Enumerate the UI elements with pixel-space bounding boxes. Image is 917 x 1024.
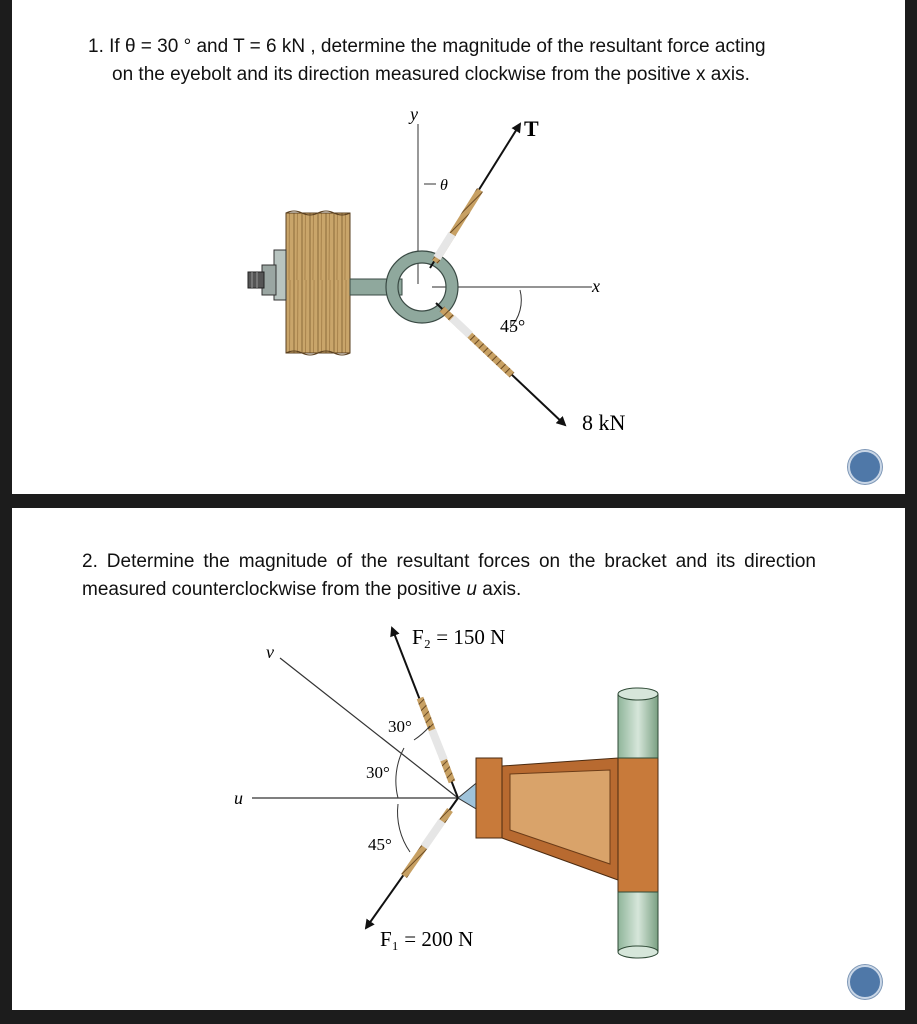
F1-label: F₁ = 200 N xyxy=(380,927,474,951)
force-8kN-label: 8 kN xyxy=(582,410,626,435)
problem-1-line-1: 1. If θ = 30 ° and T = 6 kN , determine the magnitude of the resultant force acting xyxy=(88,36,766,57)
angle-top-label: 30° xyxy=(388,717,412,736)
x-axis-label: x xyxy=(592,276,600,296)
round-badge-icon[interactable] xyxy=(848,450,882,484)
angle-45-label: 45° xyxy=(500,316,526,336)
v-axis-label: v xyxy=(266,642,274,662)
problem-1-panel xyxy=(12,0,905,494)
problem-1-line-2: on the eyebolt and its direction measured clockwise from the positive x axis. xyxy=(112,64,750,85)
T-label: T xyxy=(524,116,539,141)
problem-2-axis-letter: u xyxy=(466,579,477,600)
y-axis-label: y xyxy=(410,104,418,124)
u-axis-label: u xyxy=(234,788,243,808)
F2-label: F₂ = 150 N xyxy=(412,625,506,649)
angle-bottom-label: 45° xyxy=(368,835,392,854)
problem-2-panel xyxy=(12,508,905,1010)
nut xyxy=(248,250,286,300)
wood-block xyxy=(286,211,350,355)
angle-mid-label: 30° xyxy=(366,763,390,782)
theta-label: θ xyxy=(440,177,448,194)
eyebolt-figure xyxy=(12,0,905,494)
problem-2-text-part-1: 2. Determine the magnitude of the resultant forces on the bracket and its direction measured counterclockwise from the positive xyxy=(82,551,816,600)
round-badge-icon[interactable] xyxy=(848,965,882,999)
problem-2-text-part-2: axis. xyxy=(476,579,522,600)
angle-top-arc xyxy=(414,726,430,740)
bracket-figure xyxy=(12,508,905,1010)
bracket xyxy=(476,758,658,892)
angle-mid-arc xyxy=(396,748,404,798)
angle-bottom-arc xyxy=(398,804,410,852)
